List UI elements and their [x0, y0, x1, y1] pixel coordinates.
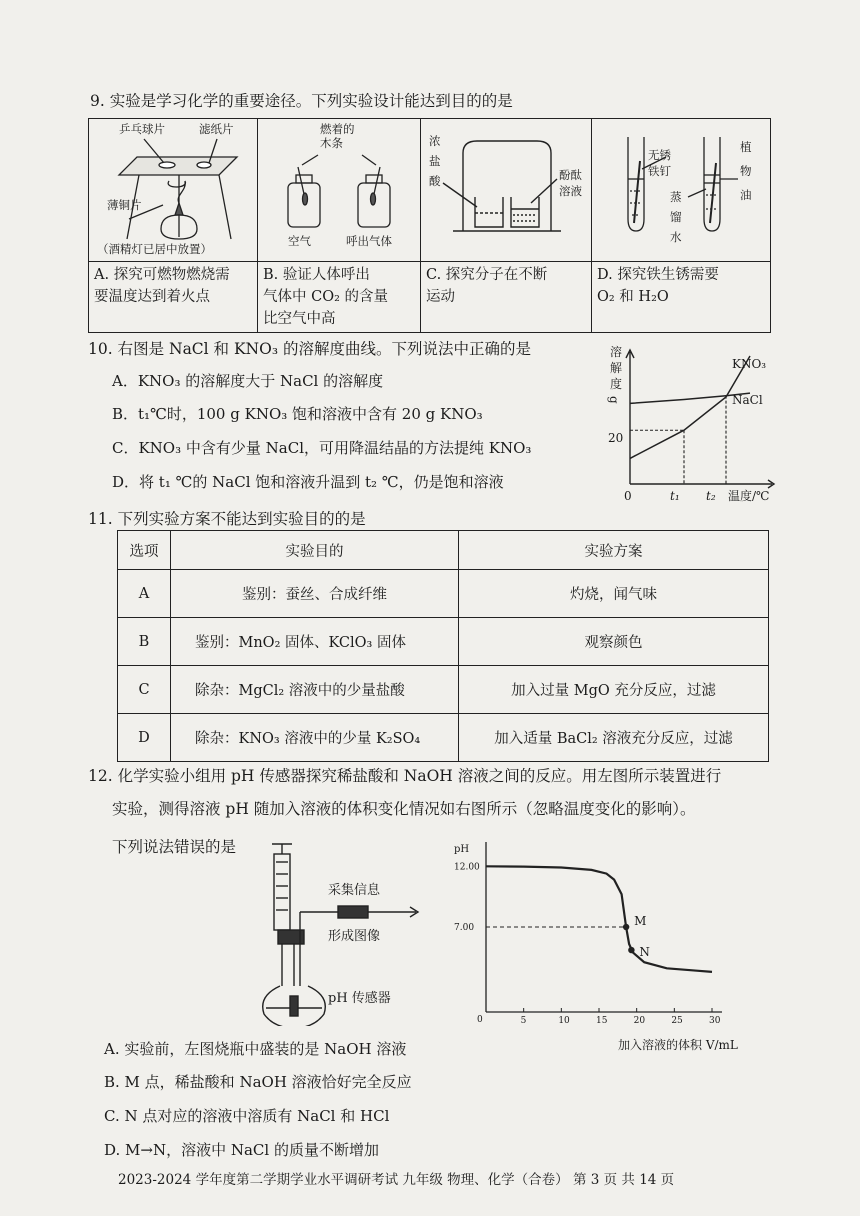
label-shui: 水	[670, 230, 682, 244]
q11-cell-plan: 灼烧，闻气味	[459, 570, 769, 618]
q9-option-b-line2: 气体中 CO₂ 的含量	[263, 289, 389, 305]
q12-stem-line2: 实验，测得溶液 pH 随加入溶液的体积变化情况如右图所示（忽略温度变化的影响）。	[112, 800, 696, 818]
ph-point-m-label: M	[634, 914, 647, 928]
q9-table	[88, 118, 771, 333]
q11-cell-opt: C	[118, 666, 171, 714]
label-liu: 馏	[670, 210, 682, 224]
label-zhi: 植	[740, 140, 752, 154]
q11-header-row	[118, 531, 769, 570]
label-xingcheng: 形成图像	[328, 929, 381, 944]
label-ph-sensor: pH 传感器	[328, 991, 391, 1006]
ph-series-line	[486, 866, 712, 972]
q9-option-b	[258, 262, 421, 333]
label-pingpang: 乒乓球片	[119, 122, 165, 136]
label-zheng: 蒸	[670, 190, 682, 204]
table-row	[118, 714, 769, 762]
ph-point-m	[623, 924, 629, 930]
q9-figure-c	[421, 119, 592, 262]
sol-origin: 0	[624, 489, 632, 503]
sol-series-kno3-label: KNO₃	[732, 357, 767, 371]
q10-option-d: D．将 t₁ ℃的 NaCl 饱和溶液升温到 t₂ ℃，仍是饱和溶液	[112, 473, 504, 491]
table-row	[118, 666, 769, 714]
ph-point-n-label: N	[639, 945, 650, 960]
ph-xtick-label: 10	[558, 1016, 570, 1026]
label-ranzhe: 燃着的	[320, 122, 355, 136]
q9-figure-b	[258, 119, 421, 262]
label-caiji: 采集信息	[328, 883, 381, 898]
sol-xlabel: 温度/℃	[728, 489, 770, 503]
label-nong: 浓	[429, 134, 441, 148]
q9-option-c-line1: C. 探究分子在不断	[426, 267, 548, 283]
ph-xlabel: 加入溶液的体积 V/mL	[618, 1038, 738, 1052]
ph-ylabel: pH	[454, 844, 470, 855]
q11-cell-goal: 鉴别：蚕丝、合成纤维	[171, 570, 459, 618]
q11-cell-opt: B	[118, 618, 171, 666]
q9-option-b-line3: 比空气中高	[263, 311, 336, 327]
q9-option-a	[89, 262, 258, 333]
label-tieding: 铁钉	[648, 164, 671, 178]
label-rongye: 溶液	[559, 184, 582, 198]
q12-option-b: B. M 点，稀盐酸和 NaOH 溶液恰好完全反应	[104, 1073, 412, 1091]
sol-ylabel-3: 度	[610, 377, 623, 391]
test-tubes-diagram	[592, 119, 773, 261]
sol-ytick-20: 20	[608, 431, 624, 445]
sol-yunit: g	[607, 396, 621, 404]
label-yan: 盐	[429, 154, 441, 168]
q11-cell-goal: 除杂：MgCl₂ 溶液中的少量盐酸	[171, 666, 459, 714]
label-fentai: 酚酞	[559, 168, 582, 182]
q11-header-goal: 实验目的	[171, 531, 459, 570]
q12-option-a: A. 实验前，左图烧瓶中盛装的是 NaOH 溶液	[104, 1040, 407, 1058]
q11-stem: 11. 下列实验方案不能达到实验目的的是	[88, 510, 366, 528]
q11-cell-plan: 观察颜色	[459, 618, 769, 666]
q10-option-b: B．t₁℃时，100 g KNO₃ 饱和溶液中含有 20 g KNO₃	[112, 405, 483, 423]
ph-xtick-label: 15	[596, 1016, 608, 1026]
q9-option-b-line1: B. 验证人体呼出	[263, 267, 370, 283]
label-suan: 酸	[429, 174, 441, 188]
q12-option-d: D. M→N，溶液中 NaCl 的质量不断增加	[104, 1141, 379, 1159]
page-footer: 2023-2024 学年度第二学期学业水平调研考试 九年级 物理、化学（合卷） 第 3 页 共 14 页	[118, 1172, 675, 1188]
ph-origin: 0	[477, 1015, 483, 1025]
ph-xtick-label: 25	[671, 1016, 683, 1026]
q10-option-c: C．KNO₃ 中含有少量 NaCl，可用降温结晶的方法提纯 KNO₃	[112, 439, 532, 457]
q10-option-a: A．KNO₃ 的溶解度大于 NaCl 的溶解度	[112, 372, 384, 390]
label-huchu: 呼出气体	[346, 234, 392, 248]
q11-table	[117, 530, 769, 762]
q9-option-c	[421, 262, 592, 333]
label-kongqi: 空气	[288, 234, 311, 248]
label-baotong: 薄铜片	[107, 198, 142, 212]
sol-ylabel-2: 解	[610, 361, 623, 375]
q11-cell-goal: 鉴别：MnO₂ 固体、KClO₃ 固体	[171, 618, 459, 666]
q11-cell-opt: A	[118, 570, 171, 618]
ph-point-n	[628, 947, 634, 953]
solubility-chart	[600, 338, 790, 508]
q9-option-d	[592, 262, 771, 333]
table-row	[118, 618, 769, 666]
q12-stem-line1: 12. 化学实验小组用 pH 传感器探究稀盐酸和 NaOH 溶液之间的反应。用左图所示装置进行	[88, 767, 722, 785]
q11-cell-plan: 加入适量 BaCl₂ 溶液充分反应，过滤	[459, 714, 769, 762]
ph-xtick-label: 20	[633, 1016, 646, 1026]
bell-jar-diagram	[421, 119, 591, 261]
sol-series-line-0	[630, 356, 750, 458]
q11-header-plan: 实验方案	[459, 531, 769, 570]
label-you: 油	[740, 188, 752, 202]
q9-stem: 9. 实验是学习化学的重要途径。下列实验设计能达到目的的是	[90, 92, 513, 110]
label-mutiao: 木条	[320, 136, 343, 150]
gas-bottles-diagram	[258, 119, 420, 261]
q9-option-d-line1: D. 探究铁生锈需要	[597, 267, 719, 283]
q9-figure-a	[89, 119, 258, 262]
label-wu: 物	[740, 164, 752, 178]
q9-option-c-line2: 运动	[426, 289, 455, 305]
q9-figure-d	[592, 119, 771, 262]
sol-series-nacl-label: NaCl	[732, 393, 763, 407]
tripod-burner-diagram	[89, 119, 257, 261]
ph-apparatus-diagram	[240, 836, 440, 1026]
ph-chart	[450, 834, 730, 1034]
ph-ytick-label: 7.00	[454, 923, 475, 933]
q10-stem: 10. 右图是 NaCl 和 KNO₃ 的溶解度曲线。下列说法中正确的是	[88, 340, 531, 358]
q12-option-c: C. N 点对应的溶液中溶质有 NaCl 和 HCl	[104, 1107, 390, 1125]
label-lvzhi: 滤纸片	[199, 122, 234, 136]
label-jiujing: （酒精灯已居中放置）	[97, 242, 212, 256]
q12-stem-line3: 下列说法错误的是	[112, 838, 237, 856]
ph-xtick-label: 5	[520, 1016, 527, 1026]
q9-option-a-line2: 要温度达到着火点	[94, 289, 210, 305]
sol-ylabel-1: 溶	[610, 345, 623, 359]
table-row	[118, 570, 769, 618]
label-wuxiu: 无锈	[648, 148, 671, 162]
sol-xtick-t2: t₂	[706, 489, 716, 503]
q11-header-option: 选项	[118, 531, 171, 570]
q11-cell-plan: 加入过量 MgO 充分反应，过滤	[459, 666, 769, 714]
q9-option-d-line2: O₂ 和 H₂O	[597, 289, 669, 305]
sol-xtick-t1: t₁	[670, 489, 680, 503]
ph-ytick-label: 12.00	[454, 862, 480, 873]
q11-cell-opt: D	[118, 714, 171, 762]
q9-option-a-line1: A. 探究可燃物燃烧需	[94, 267, 230, 283]
q11-cell-goal: 除杂：KNO₃ 溶液中的少量 K₂SO₄	[171, 714, 459, 762]
ph-xtick-label: 30	[709, 1016, 721, 1026]
